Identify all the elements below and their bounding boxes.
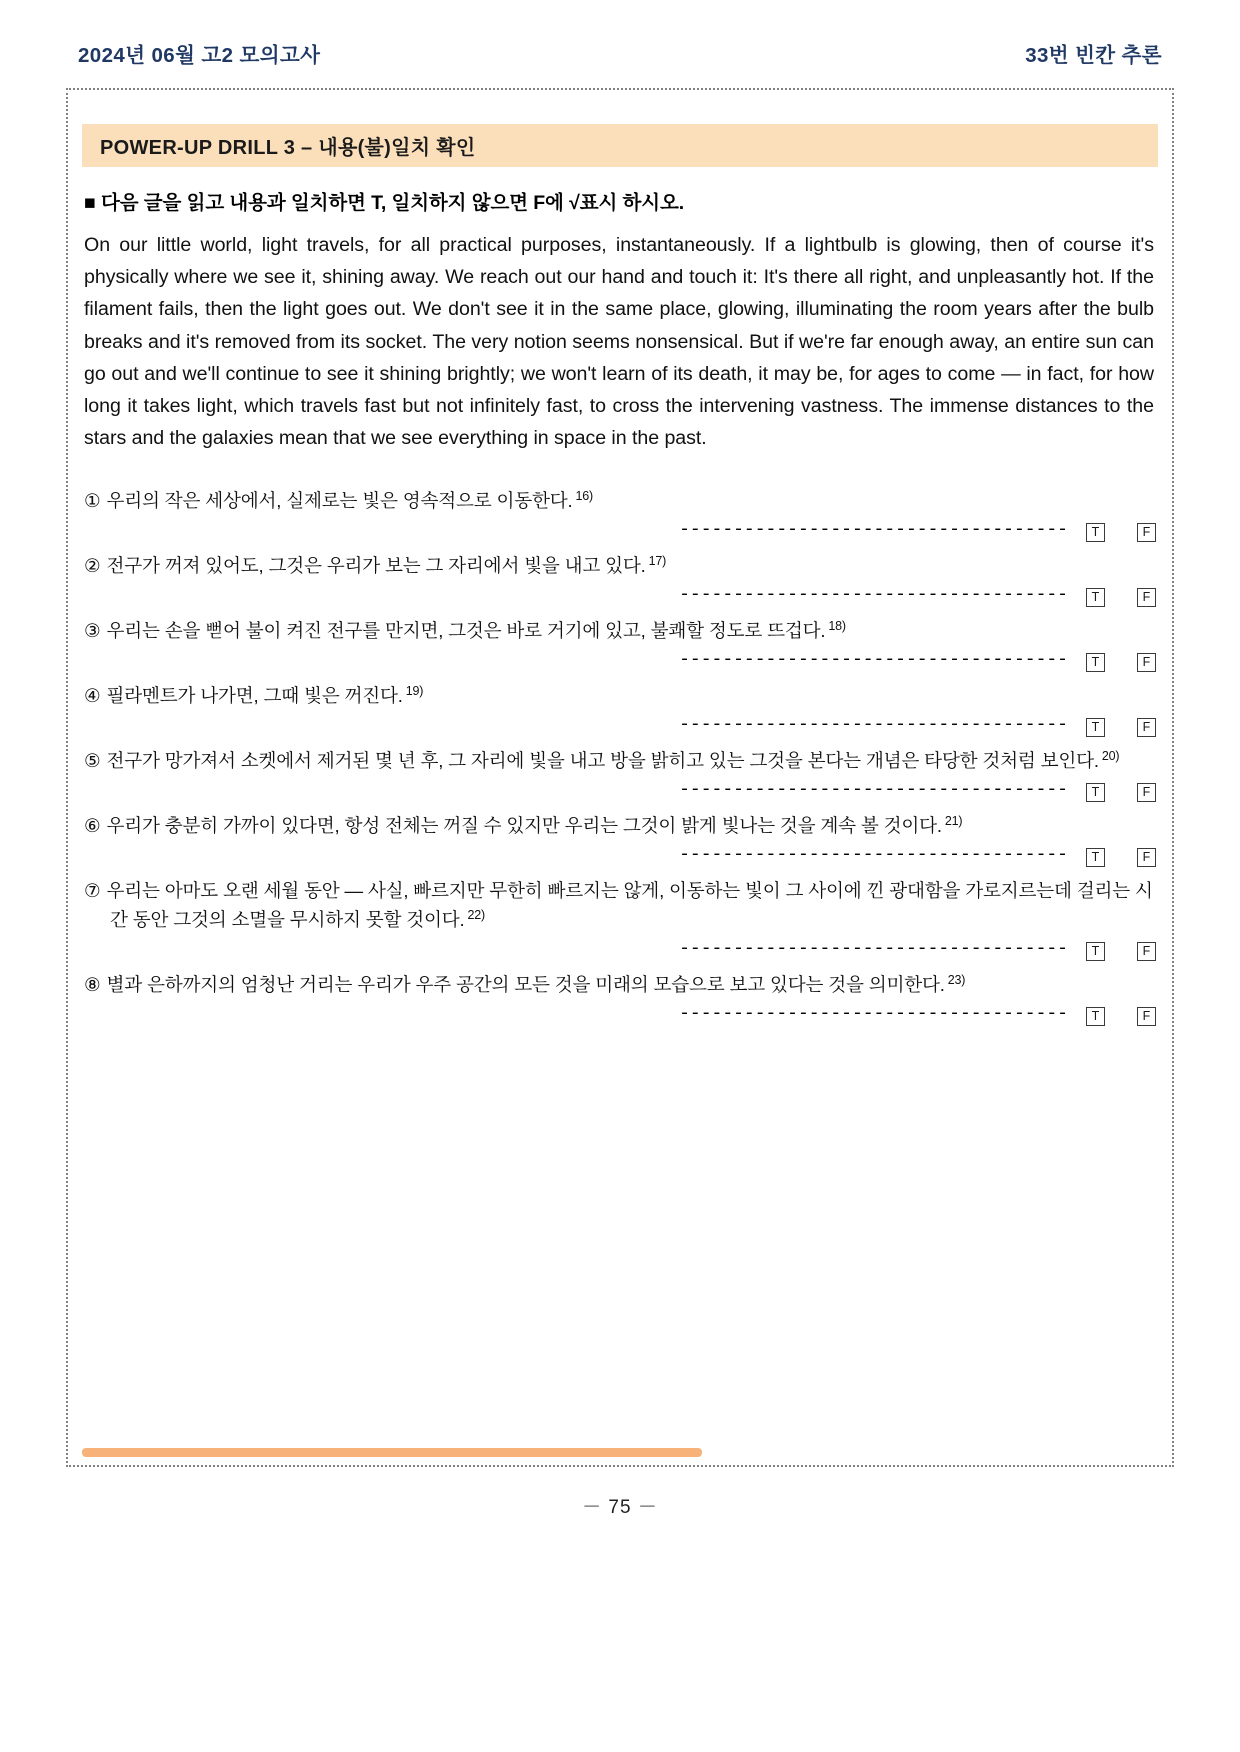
footnote-marker: 19) (405, 684, 424, 699)
question-number: ⑦ (84, 880, 101, 902)
question-text (84, 486, 1158, 515)
answer-leader-line: ------------------------------------ (679, 1004, 1068, 1025)
answer-leader-line: ------------------------------------ (679, 939, 1068, 960)
question-number: ⑤ (84, 750, 101, 772)
answer-leader-line: ------------------------------------ (679, 650, 1068, 671)
question-body: 우리는 손을 뻗어 불이 켜진 전구를 만지면, 그것은 바로 거기에 있고, 불쾌할 정도로 뜨겁다. (106, 620, 826, 642)
question-body: 우리는 아마도 오랜 세월 동안 — 사실, 빠르지만 무한히 빠르지는 않게, 이동하는 빛이 그 사이에 낀 광대함을 가로지르는데 걸리는 시간 동안 그것의 소멸을 무시하지 못할 것이다. (106, 880, 1153, 931)
question-text (84, 681, 1158, 710)
true-checkbox[interactable]: T (1086, 1007, 1105, 1026)
false-checkbox[interactable]: F (1137, 783, 1156, 802)
header-question-info: 33번 빈칸 추론 (1025, 44, 1162, 67)
header-exam-info: 2024년 06월 고2 모의고사 (78, 44, 321, 67)
answer-leader-line: ------------------------------------ (679, 845, 1068, 866)
answer-leader-line: ------------------------------------ (679, 715, 1068, 736)
page-header (78, 38, 1162, 68)
true-checkbox[interactable]: T (1086, 653, 1105, 672)
question-body: 전구가 망가져서 소켓에서 제거된 몇 년 후, 그 자리에 빛을 내고 방을 밝히고 있는 그것을 본다는 개념은 타당한 것처럼 보인다. (106, 750, 1099, 772)
false-checkbox[interactable]: F (1137, 942, 1156, 961)
question-number: ④ (84, 685, 101, 707)
false-checkbox[interactable]: F (1137, 848, 1156, 867)
question-item (82, 811, 1158, 872)
question-item (82, 681, 1158, 742)
true-checkbox[interactable]: T (1086, 783, 1105, 802)
question-body: 전구가 꺼져 있어도, 그것은 우리가 보는 그 자리에서 빛을 내고 있다. (106, 555, 646, 577)
question-text (84, 876, 1158, 934)
answer-row (82, 842, 1158, 872)
answer-row (82, 712, 1158, 742)
false-checkbox[interactable]: F (1137, 588, 1156, 607)
page-number: － 75 － (582, 1497, 658, 1518)
drill-title: POWER-UP DRILL 3 – 내용(불)일치 확인 (100, 137, 476, 159)
answer-row (82, 647, 1158, 677)
false-checkbox[interactable]: F (1137, 718, 1156, 737)
question-list (82, 486, 1158, 1031)
drill-content (82, 124, 1158, 1035)
answer-row (82, 517, 1158, 547)
true-checkbox[interactable]: T (1086, 718, 1105, 737)
footnote-marker: 17) (648, 554, 667, 569)
drill-instruction: ■ 다음 글을 읽고 내용과 일치하면 T, 일치하지 않으면 F에 √표시 하시오. (84, 192, 685, 214)
question-number: ⑥ (84, 815, 101, 837)
question-item (82, 616, 1158, 677)
question-item (82, 746, 1158, 807)
footnote-marker: 20) (1101, 749, 1120, 764)
question-body: 우리가 충분히 가까이 있다면, 항성 전체는 꺼질 수 있지만 우리는 그것이 밝게 빛나는 것을 계속 볼 것이다. (106, 815, 942, 837)
true-checkbox[interactable]: T (1086, 942, 1105, 961)
footnote-marker: 16) (575, 489, 593, 504)
question-item (82, 486, 1158, 547)
question-number: ① (84, 490, 101, 512)
answer-row (82, 1001, 1158, 1031)
question-text (84, 970, 1158, 999)
question-item (82, 970, 1158, 1031)
question-item (82, 876, 1158, 966)
reading-passage: On our little world, light travels, for all practical purposes, instantaneously. If a lightbulb is glowing, then of course it's physically where we see it, shining away. We reach out our hand and touch it: It's there all right, and unpleasantly hot. If the filament fails, then the light goes out. We don't see it in the same place, glowing, illuminating the room years after the bulb breaks and it's removed from its socket. The very notion seems nonsensical. But if we're far enough away, an entire sun can go out and we'll continue to see it shining brightly; we won't learn of its death, it may be, for ages to come — in fact, for how long it takes light, which travels fast but not infinitely fast, to cross the intervening vastness. The immense distances to the stars and the galaxies mean that we see everything in space in the past. (84, 234, 1154, 450)
answer-row (82, 777, 1158, 807)
true-checkbox[interactable]: T (1086, 588, 1105, 607)
footnote-marker: 21) (944, 814, 963, 829)
true-checkbox[interactable]: T (1086, 523, 1105, 542)
footnote-marker: 23) (947, 973, 966, 988)
question-body: 필라멘트가 나가면, 그때 빛은 꺼진다. (106, 685, 403, 707)
answer-leader-line: ------------------------------------ (679, 780, 1068, 801)
question-number: ⑧ (84, 974, 101, 996)
true-checkbox[interactable]: T (1086, 848, 1105, 867)
footnote-marker: 22) (467, 908, 485, 923)
question-text (84, 746, 1158, 775)
question-text (84, 551, 1158, 580)
question-number: ③ (84, 620, 101, 642)
bottom-accent-bar (82, 1448, 702, 1457)
footnote-marker: 18) (828, 619, 846, 634)
answer-leader-line: ------------------------------------ (679, 585, 1068, 606)
false-checkbox[interactable]: F (1137, 523, 1156, 542)
answer-row (82, 936, 1158, 966)
question-item (82, 551, 1158, 612)
question-text (84, 616, 1158, 645)
answer-row (82, 582, 1158, 612)
question-number: ② (84, 555, 101, 577)
false-checkbox[interactable]: F (1137, 653, 1156, 672)
question-body: 우리의 작은 세상에서, 실제로는 빛은 영속적으로 이동한다. (106, 490, 573, 512)
false-checkbox[interactable]: F (1137, 1007, 1156, 1026)
drill-title-bar (82, 124, 1158, 167)
answer-leader-line: ------------------------------------ (679, 520, 1068, 541)
question-body: 별과 은하까지의 엄청난 거리는 우리가 우주 공간의 모든 것을 미래의 모습으로 보고 있다는 것을 의미한다. (106, 974, 945, 996)
question-text (84, 811, 1158, 840)
